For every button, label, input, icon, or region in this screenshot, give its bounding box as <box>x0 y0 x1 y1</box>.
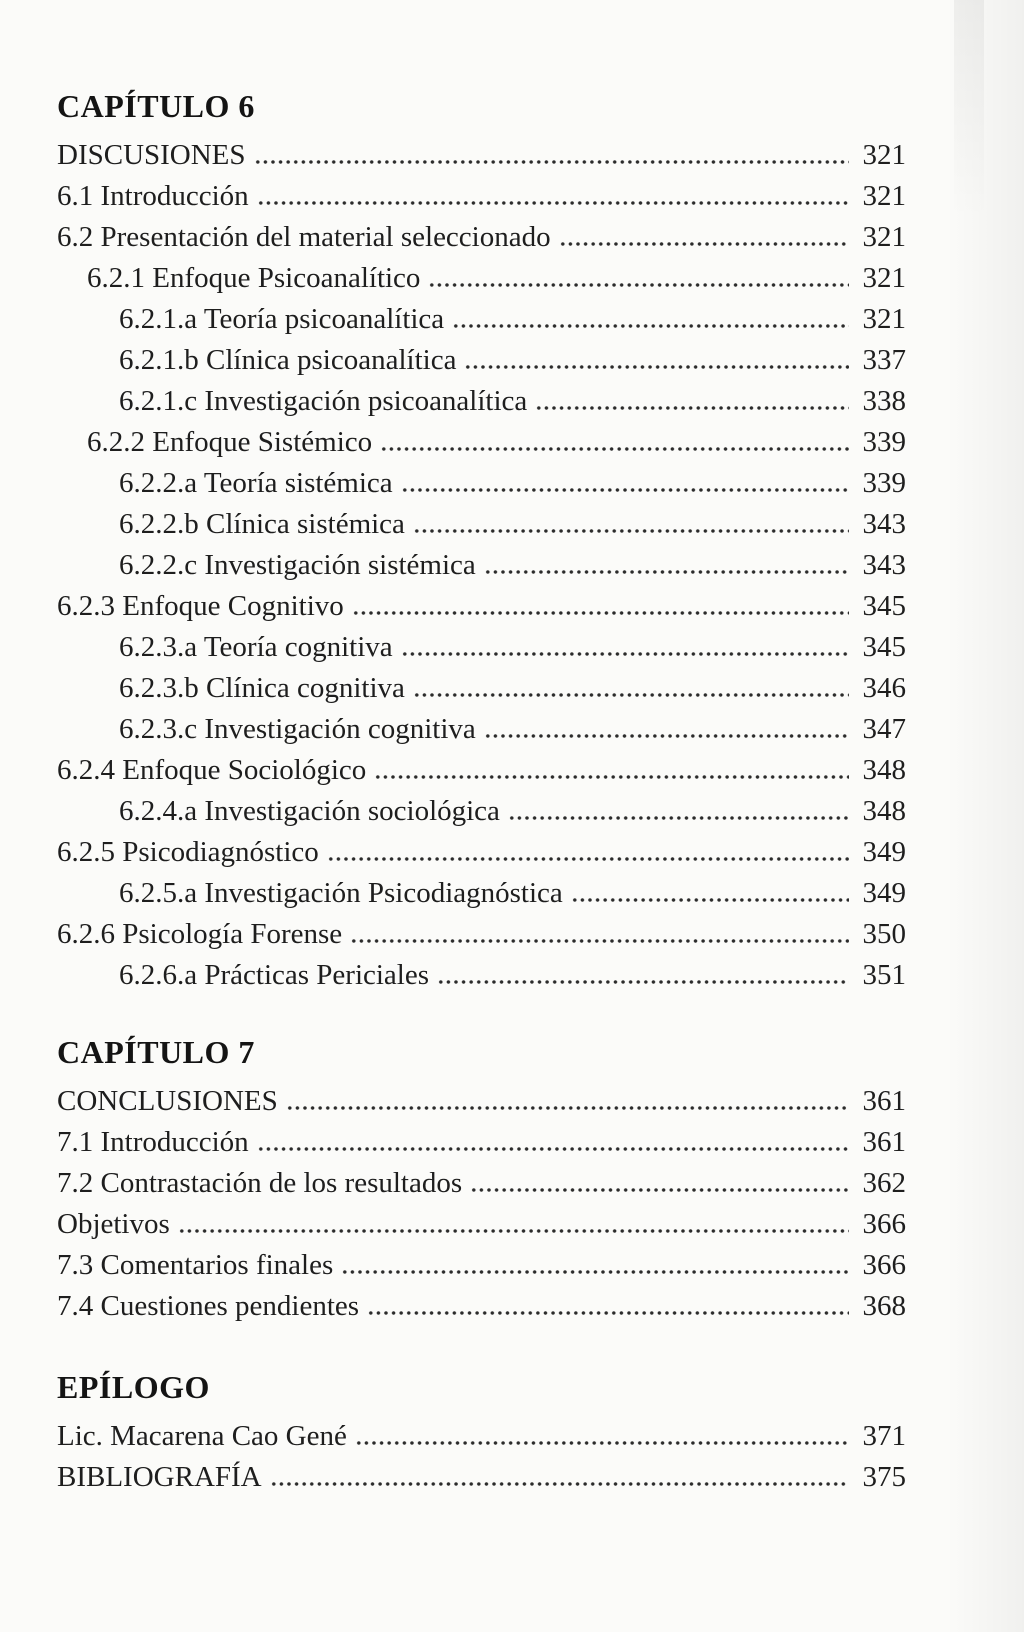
dot-leader <box>367 1311 849 1315</box>
toc-entry-label: 6.2.4 Enfoque Sociológico <box>57 754 367 786</box>
toc-entry <box>57 832 906 873</box>
toc-entry-label: 6.2.3 Enfoque Cognitivo <box>57 590 344 622</box>
toc-page <box>57 86 906 1498</box>
toc-entry-label: 6.1 Introducción <box>57 180 249 212</box>
dot-leader <box>535 406 849 410</box>
toc-entry-label: 6.2.5 Psicodiagnóstico <box>57 836 319 868</box>
toc-entry-label: 6.2.1.c Investigación psicoanalítica <box>119 385 528 417</box>
toc-entry <box>57 135 906 176</box>
toc-entry-label: 6.2.6.a Prácticas Periciales <box>119 959 430 991</box>
dot-leader <box>413 529 849 533</box>
dot-leader <box>355 1441 849 1445</box>
toc-entry-page: 375 <box>862 1461 906 1493</box>
chapter-section <box>57 1032 906 1327</box>
toc-entry-label: CONCLUSIONES <box>57 1085 278 1117</box>
toc-entry <box>57 1122 906 1163</box>
toc-entry-page: 338 <box>862 385 906 417</box>
toc-entry <box>57 955 906 996</box>
toc-entry <box>57 1286 906 1327</box>
dot-leader <box>286 1106 849 1110</box>
chapter-section <box>57 1367 906 1498</box>
dot-leader <box>401 488 849 492</box>
toc-entry-label: 6.2.2.a Teoría sistémica <box>119 467 393 499</box>
toc-entry-page: 343 <box>862 508 906 540</box>
toc-entry-label: DISCUSIONES <box>57 139 246 171</box>
toc-entry <box>57 873 906 914</box>
toc-entry-page: 349 <box>862 836 906 868</box>
toc-entry-label: 6.2.2 Enfoque Sistémico <box>87 426 373 458</box>
dot-leader <box>374 775 849 779</box>
toc-entry <box>57 1204 906 1245</box>
dot-leader <box>571 898 849 902</box>
toc-entry-label: 6.2.3.c Investigación cognitiva <box>119 713 476 745</box>
toc-entry-page: 347 <box>862 713 906 745</box>
toc-entry <box>57 586 906 627</box>
toc-entry <box>57 299 906 340</box>
toc-entry <box>57 914 906 955</box>
toc-entry <box>57 1457 906 1498</box>
toc-entry-page: 366 <box>862 1249 906 1281</box>
toc-entry <box>57 709 906 750</box>
toc-entry-page: 371 <box>862 1420 906 1452</box>
dot-leader <box>508 816 849 820</box>
toc-entry-label: 6.2.2.b Clínica sistémica <box>119 508 405 540</box>
dot-leader <box>270 1482 849 1486</box>
toc-entry-page: 361 <box>862 1126 906 1158</box>
dot-leader <box>484 570 849 574</box>
toc-entry-page: 346 <box>862 672 906 704</box>
toc-entry-page: 321 <box>862 180 906 212</box>
toc-entry-page: 321 <box>862 303 906 335</box>
toc-entry <box>57 1245 906 1286</box>
toc-entry-page: 368 <box>862 1290 906 1322</box>
chapter-heading: EPÍLOGO <box>57 1369 210 1405</box>
dot-leader <box>452 324 849 328</box>
dot-leader <box>254 160 849 164</box>
toc-entry-page: 361 <box>862 1085 906 1117</box>
toc-entry-page: 349 <box>862 877 906 909</box>
toc-entry <box>57 463 906 504</box>
toc-entry-page: 321 <box>862 139 906 171</box>
toc-entry-page: 345 <box>862 590 906 622</box>
dot-leader <box>484 734 849 738</box>
toc-entry <box>57 627 906 668</box>
toc-entry-page: 339 <box>862 426 906 458</box>
toc-entry-label: Lic. Macarena Cao Gené <box>57 1420 347 1452</box>
dot-leader <box>401 652 849 656</box>
toc-entry-page: 366 <box>862 1208 906 1240</box>
toc-entry <box>57 1081 906 1122</box>
toc-entry <box>57 545 906 586</box>
toc-entry <box>57 504 906 545</box>
toc-entry-page: 321 <box>862 221 906 253</box>
dot-leader <box>437 980 849 984</box>
toc-entry-label: 7.4 Cuestiones pendientes <box>57 1290 360 1322</box>
dot-leader <box>327 857 849 861</box>
dot-leader <box>257 1147 849 1151</box>
toc-entry <box>57 176 906 217</box>
toc-entry <box>57 750 906 791</box>
toc-entry <box>57 258 906 299</box>
toc-entry-page: 339 <box>862 467 906 499</box>
toc-entry-page: 321 <box>862 262 906 294</box>
toc-entry-page: 350 <box>862 918 906 950</box>
dot-leader <box>352 611 849 615</box>
dot-leader <box>559 242 849 246</box>
toc-entry-page: 345 <box>862 631 906 663</box>
toc-entry-label: 6.2.1 Enfoque Psicoanalítico <box>87 262 421 294</box>
toc-entry-label: 6.2.5.a Investigación Psicodiagnóstica <box>119 877 563 909</box>
toc-entry <box>57 1416 906 1457</box>
toc-entry <box>57 791 906 832</box>
toc-entry-label: 6.2.4.a Investigación sociológica <box>119 795 500 827</box>
chapter-section <box>57 86 906 996</box>
toc-entry-label: 7.1 Introducción <box>57 1126 249 1158</box>
toc-entry-label: 6.2.1.b Clínica psicoanalítica <box>119 344 457 376</box>
dot-leader <box>464 365 849 369</box>
toc-entry-label: 6.2 Presentación del material seleccionado <box>57 221 551 253</box>
dot-leader <box>257 201 849 205</box>
toc-entry <box>57 340 906 381</box>
chapter-heading: CAPÍTULO 7 <box>57 1034 255 1070</box>
toc-entry-label: Objetivos <box>57 1208 170 1240</box>
dot-leader <box>470 1188 849 1192</box>
dot-leader <box>341 1270 849 1274</box>
toc-entry-label: 6.2.1.a Teoría psicoanalítica <box>119 303 445 335</box>
toc-entry-page: 348 <box>862 795 906 827</box>
toc-entry-label: 6.2.3.a Teoría cognitiva <box>119 631 393 663</box>
toc-entry-label: 6.2.6 Psicología Forense <box>57 918 343 950</box>
toc-entry-page: 348 <box>862 754 906 786</box>
toc-entry-page: 337 <box>862 344 906 376</box>
toc-entry <box>57 668 906 709</box>
chapter-heading: CAPÍTULO 6 <box>57 88 255 124</box>
dot-leader <box>428 283 849 287</box>
toc-entry-page: 343 <box>862 549 906 581</box>
toc-entry-label: BIBLIOGRAFÍA <box>57 1461 262 1493</box>
dot-leader <box>413 693 849 697</box>
toc-entry <box>57 381 906 422</box>
toc-entry <box>57 422 906 463</box>
toc-entry-label: 7.2 Contrastación de los resultados <box>57 1167 463 1199</box>
dot-leader <box>178 1229 849 1233</box>
toc-entry <box>57 1163 906 1204</box>
toc-entry-page: 362 <box>862 1167 906 1199</box>
toc-entry-page: 351 <box>862 959 906 991</box>
toc-entry-label: 6.2.3.b Clínica cognitiva <box>119 672 405 704</box>
dot-leader <box>380 447 849 451</box>
dot-leader <box>350 939 849 943</box>
toc-entry-label: 7.3 Comentarios finales <box>57 1249 334 1281</box>
toc-entry <box>57 217 906 258</box>
toc-entry-label: 6.2.2.c Investigación sistémica <box>119 549 476 581</box>
